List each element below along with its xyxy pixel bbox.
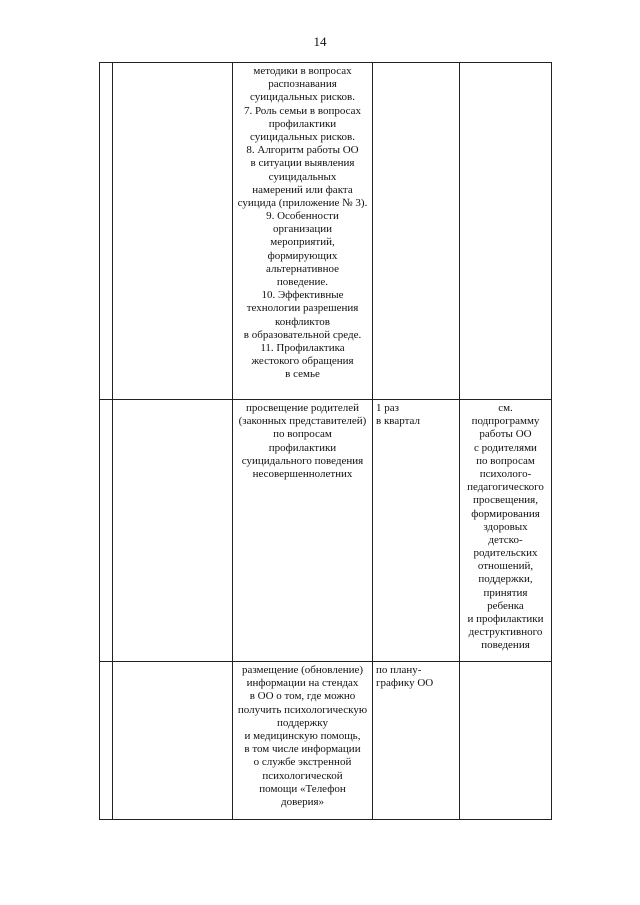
table-row (100, 63, 552, 400)
activity-cell: методики в вопросах распознавания суицидальных рисков. 7. Роль семьи в вопросах профилактики суицидальных рисков. 8. Алгоритм работы ОО в ситуации выявления суицидальных намерений или факта суицида (приложение № 3). 9. Особенности организации мероприятий, формирующих альтернативное поведение. 10. Эффективные технологии разрешения конфликтов в образовательной среде. 11. Профилактика жестокого обращения в семье (233, 63, 373, 400)
table-row (100, 662, 552, 820)
number-cell (100, 400, 113, 662)
activity-cell: просвещение родителей (законных представителей) по вопросам профилактики суицидального поведения несовершеннолетних (233, 400, 373, 662)
period-cell: по плану- графику ОО (373, 662, 460, 820)
note-cell (460, 63, 552, 400)
section-cell (113, 63, 233, 400)
plan-table (99, 62, 552, 820)
note-cell: см. подпрограмму работы ОО с родителями по вопросам психолого- педагогического просвещения, формирования здоровых детско- родительских отношений, поддержки, принятия ребенка и профилактики деструктивного поведения (460, 400, 552, 662)
activity-cell: размещение (обновление) информации на стендах в ОО о том, где можно получить психологическую поддержку и медицинскую помощь, в том числе информации о службе экстренной психологической помощи «Телефон доверия» (233, 662, 373, 820)
note-cell (460, 662, 552, 820)
page-number: 14 (313, 34, 327, 49)
period-cell: 1 раз в квартал (373, 400, 460, 662)
number-cell (100, 662, 113, 820)
section-cell (113, 400, 233, 662)
section-cell (113, 662, 233, 820)
table-row (100, 400, 552, 662)
number-cell (100, 63, 113, 400)
period-cell (373, 63, 460, 400)
